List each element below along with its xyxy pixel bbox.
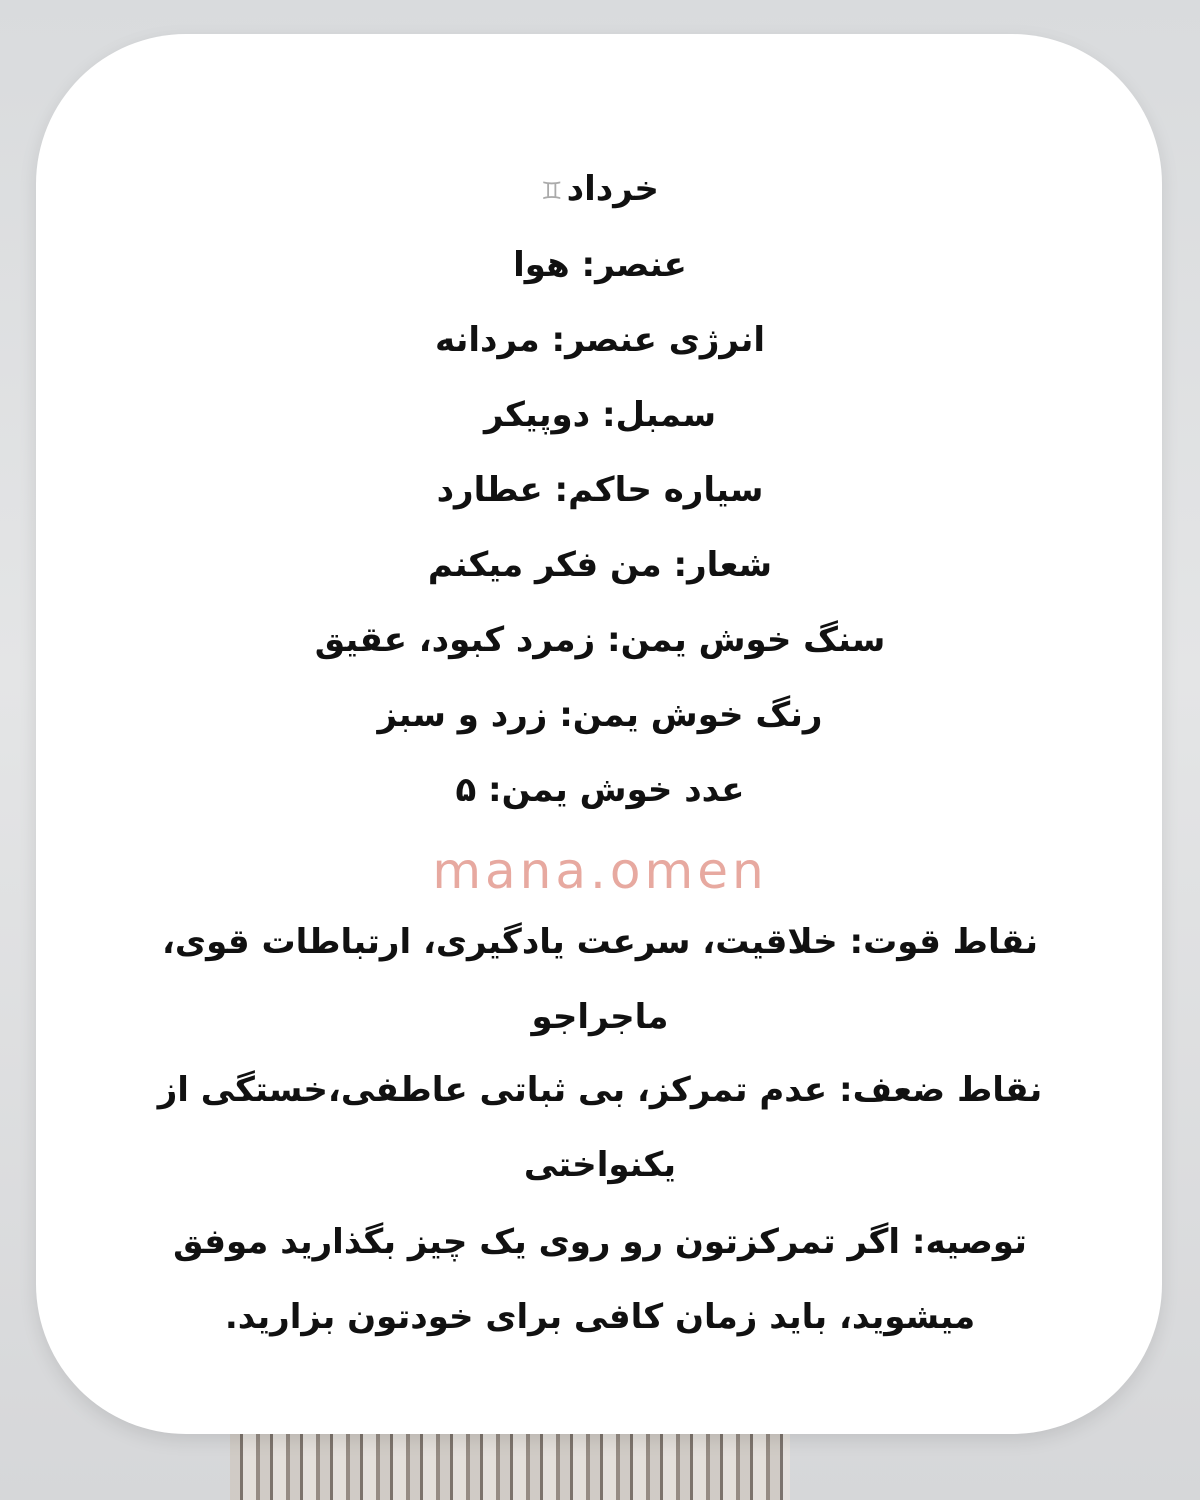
gemini-twins-icon: ♊ bbox=[541, 176, 563, 205]
fact-symbol: سمبل: دوپیکر bbox=[483, 395, 717, 435]
weaknesses-line-1: نقاط ضعف: عدم تمرکز، بی ثباتی عاطفی،خستگی از bbox=[157, 1070, 1043, 1110]
fact-lucky-color: رنگ خوش یمن: زرد و سبز bbox=[377, 695, 823, 735]
month-title-text: خرداد bbox=[566, 169, 659, 209]
weaknesses-line-2: یکنواختی bbox=[523, 1145, 677, 1185]
fact-motto: شعار: من فکر میکنم bbox=[427, 545, 773, 585]
fact-element-energy: انرژی عنصر: مردانه bbox=[434, 320, 766, 360]
watermark-brand: mana.omen bbox=[432, 842, 768, 900]
advice-line-2: میشوید، باید زمان کافی برای خودتون بزارید. bbox=[224, 1297, 976, 1337]
advice-line-1: توصیه: اگر تمرکزتون رو روی یک چیز بگذارید موفق bbox=[173, 1222, 1027, 1262]
strengths-line-2: ماجراجو bbox=[531, 997, 669, 1037]
fact-ruling-planet: سیاره حاکم: عطارد bbox=[436, 470, 764, 510]
fact-lucky-stone: سنگ خوش یمن: زمرد کبود، عقیق bbox=[314, 620, 886, 660]
fact-element: عنصر: هوا bbox=[513, 245, 687, 285]
strengths-line-1: نقاط قوت: خلاقیت، سرعت یادگیری، ارتباطات قوی، bbox=[162, 922, 1038, 962]
fact-lucky-number: عدد خوش یمن: ۵ bbox=[455, 770, 745, 810]
month-title bbox=[0, 169, 1200, 209]
